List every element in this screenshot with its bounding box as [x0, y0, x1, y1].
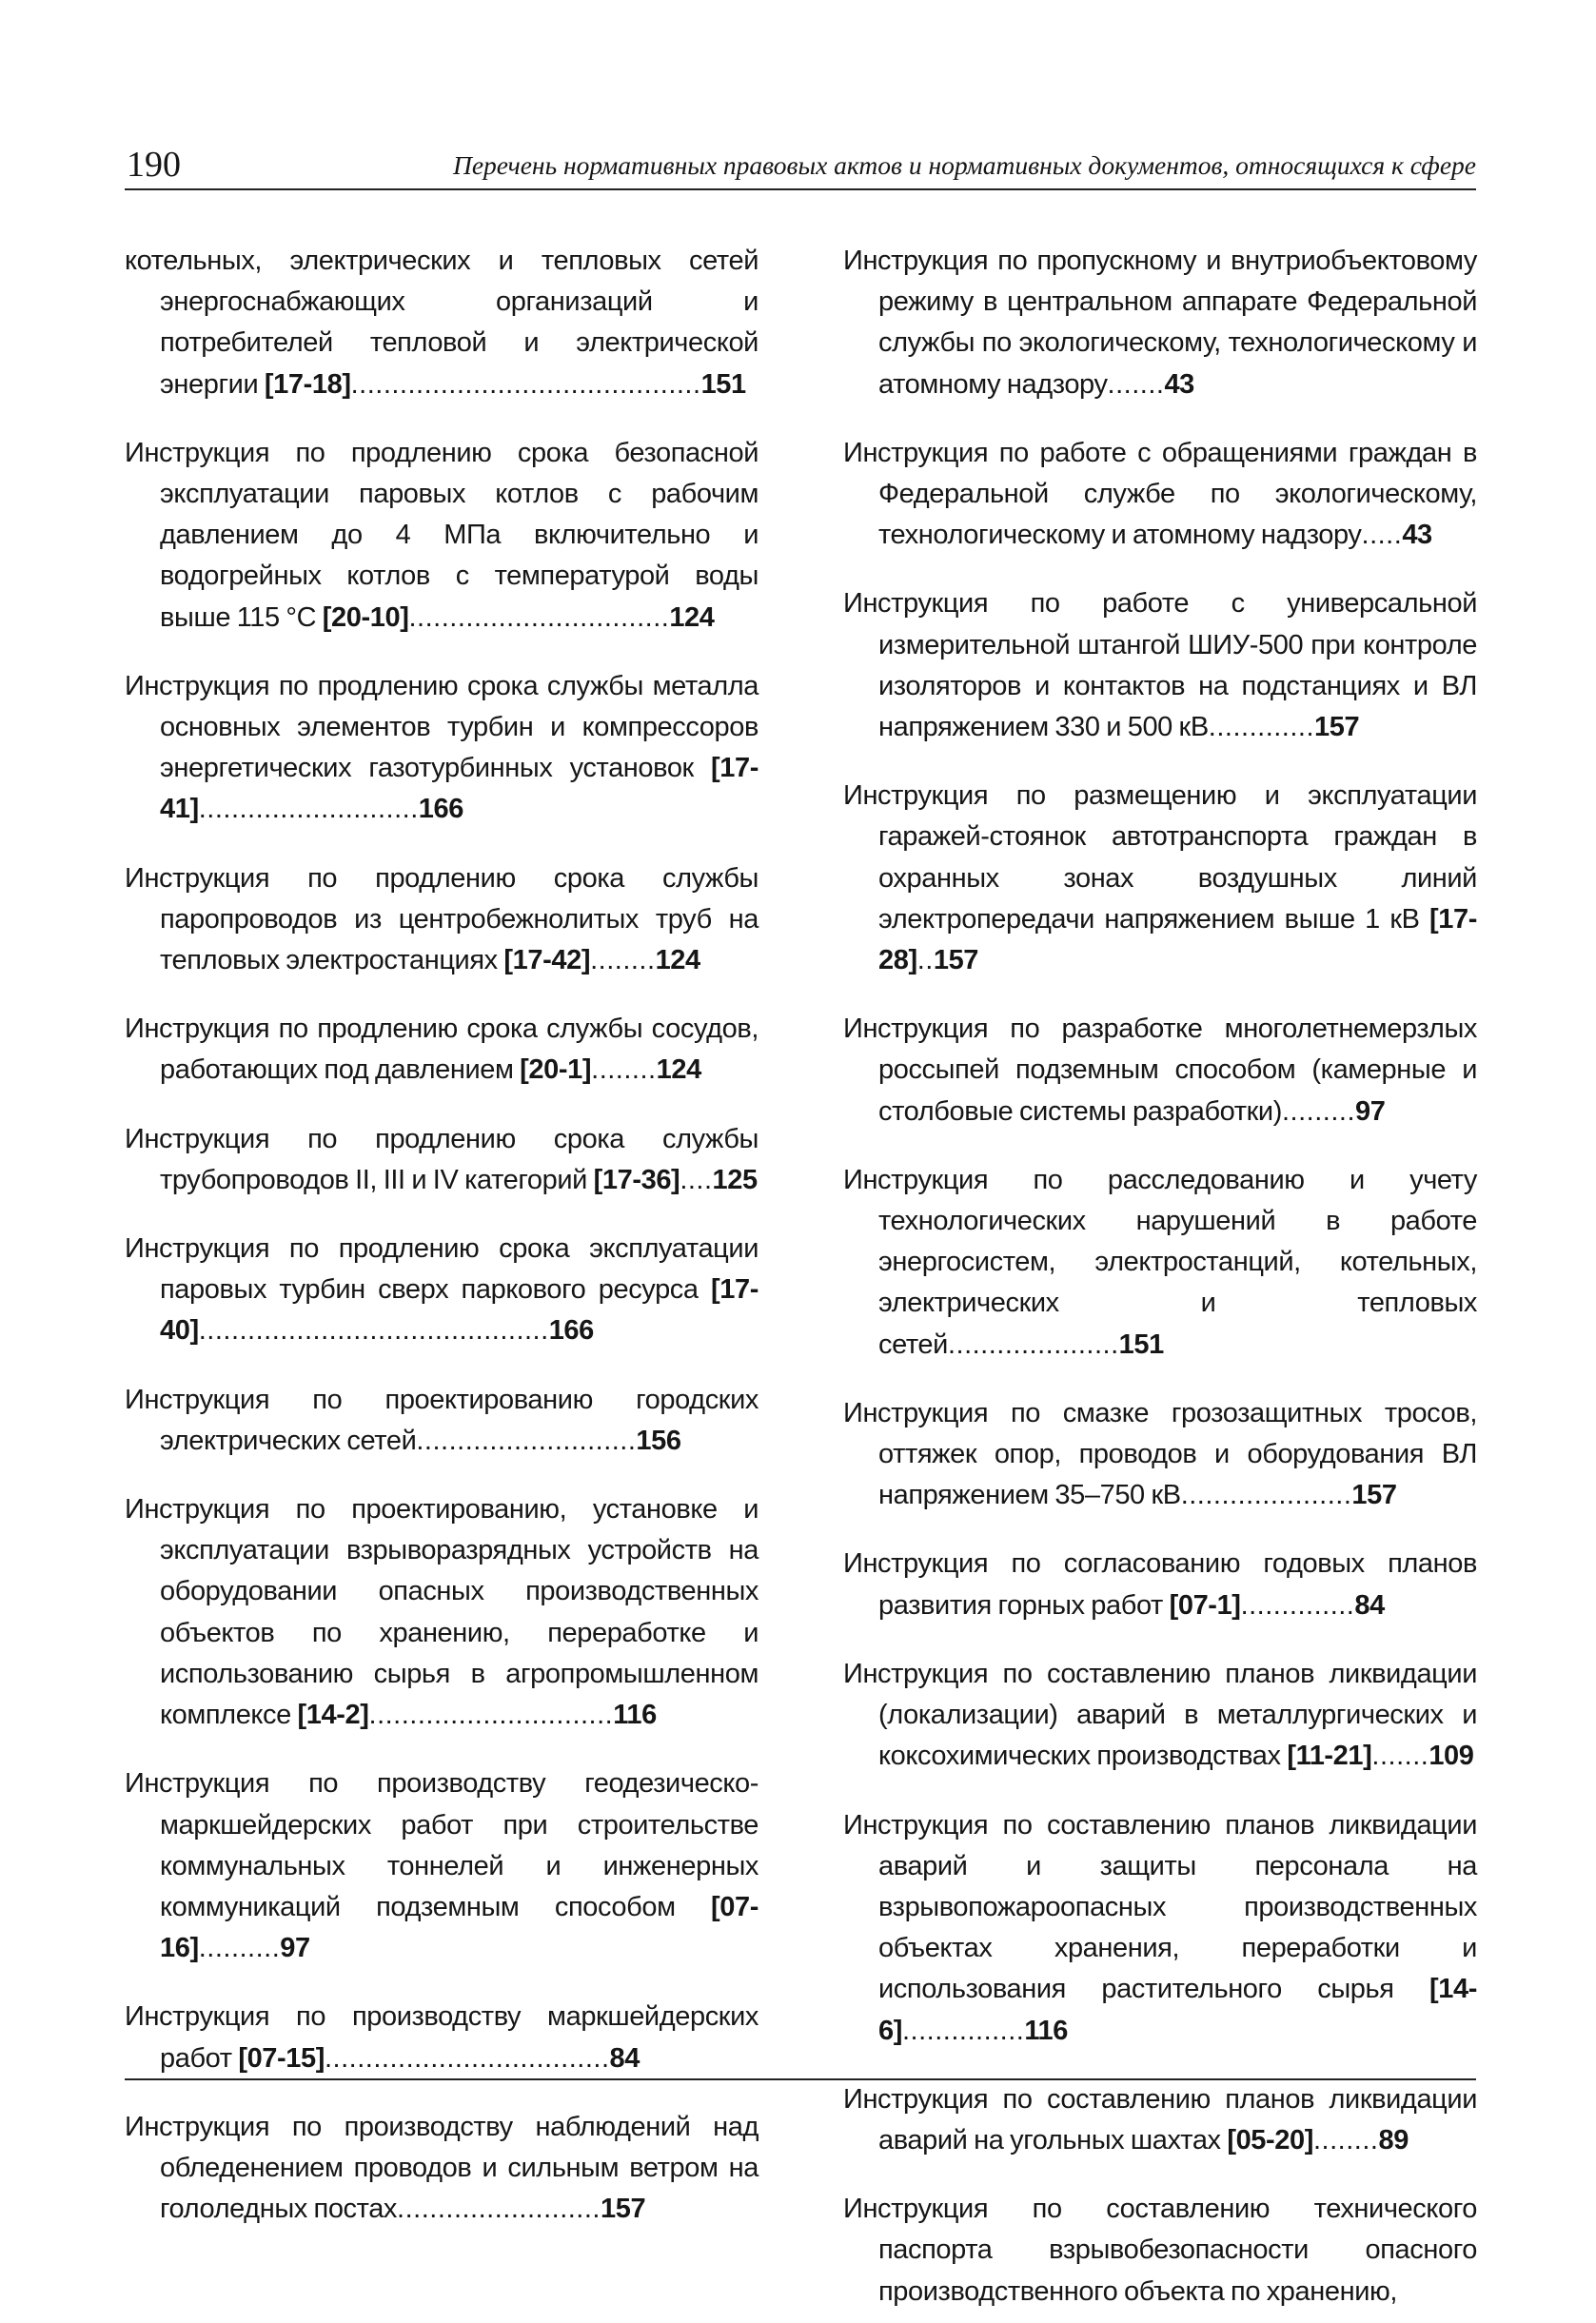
index-entry	[843, 1544, 1477, 1625]
index-entry	[843, 2079, 1477, 2161]
entry-text: Инструкция по составлению технического паспорта взрывобезопасности опасного производственного объекта по хранению,	[843, 2194, 1477, 2307]
running-title: Перечень нормативных правовых актов и нормативных документов, относящихся к сфере	[452, 150, 1476, 180]
footer-rule	[125, 2078, 1476, 2080]
entry-ref: [05-20]	[1227, 2124, 1313, 2156]
entry-text: Инструкция по продлению срока службы сосудов, работающих под давлением	[125, 1014, 759, 1086]
entry-ref: [17-18]	[264, 368, 351, 400]
entry-page: 116	[613, 1700, 657, 1731]
entry-ref: [20-10]	[322, 601, 409, 633]
page-header	[125, 143, 1476, 190]
entry-ref: [20-1]	[520, 1054, 592, 1086]
entry-page: 97	[280, 1933, 310, 1964]
index-entry	[843, 776, 1477, 981]
entry-page: 151	[1118, 1329, 1164, 1360]
entry-text: Инструкция по расследованию и учету технологических нарушений в работе энергосистем, электростанций, котельных, электрических и тепловых сетей	[843, 1164, 1477, 1360]
index-entry	[843, 2189, 1477, 2313]
leader-dots: .....................	[947, 1329, 1119, 1360]
leader-dots: .......	[1107, 368, 1165, 400]
leader-dots: .............	[1208, 712, 1315, 743]
entry-page: 156	[636, 1425, 681, 1456]
index-entry	[843, 1393, 1477, 1517]
entry-page: 89	[1378, 2124, 1409, 2156]
index-entry	[843, 241, 1477, 405]
leader-dots: ...................................	[325, 2042, 610, 2074]
index-entry	[843, 1805, 1477, 2052]
leader-dots: .....	[1361, 520, 1403, 551]
entry-text: Инструкция по производству маркшейдерских работ	[125, 2001, 759, 2074]
entry-text: Инструкция по составлению планов ликвидации (локализации) аварий в металлургических и коксохимических производствах	[843, 1658, 1477, 1772]
leader-dots: ..........	[198, 1933, 281, 1964]
index-entry	[125, 666, 759, 831]
leader-dots: ....	[680, 1164, 713, 1195]
entry-ref: [17-41]	[160, 753, 759, 825]
entry-text: Инструкция по согласованию годовых планов развития горных работ	[843, 1548, 1477, 1621]
index-entry	[843, 1160, 1477, 1366]
entry-page: 157	[1351, 1480, 1397, 1511]
leader-dots: ..	[916, 945, 934, 976]
index-entry	[125, 241, 759, 405]
entry-page: 116	[1024, 2015, 1068, 2046]
entry-text: Инструкция по работе с обращениями граждан в Федеральной службе по экологическому, технологическому и атомному надзору	[843, 437, 1477, 551]
entry-ref: [07-1]	[1169, 1589, 1241, 1621]
leader-dots: .....................	[1180, 1480, 1352, 1511]
entry-text: Инструкция по проектированию городских электрических сетей	[125, 1384, 759, 1456]
entry-ref: [11-21]	[1287, 1741, 1372, 1772]
entry-page: 125	[712, 1164, 758, 1195]
entry-page: 84	[1354, 1589, 1385, 1621]
entry-page: 43	[1402, 520, 1432, 551]
index-entry	[125, 1380, 759, 1462]
index-entry	[843, 1009, 1477, 1132]
index-entry	[125, 1119, 759, 1201]
entry-page: 84	[609, 2042, 640, 2074]
entry-page: 157	[600, 2194, 646, 2225]
right-column	[843, 213, 1477, 2323]
index-entry	[125, 1997, 759, 2078]
page-number: 190	[127, 145, 181, 185]
leader-dots: ...........................	[416, 1425, 637, 1456]
leader-dots: ...........................................	[350, 368, 701, 400]
entry-text: Инструкция по продлению срока безопасной эксплуатации паровых котлов с рабочим давлением до 4 МПа включительно и водогрейных котлов с температурой воды выше 115 °С	[125, 437, 759, 633]
index-entry	[125, 858, 759, 982]
leader-dots: ..............................	[368, 1700, 614, 1731]
index-entry	[125, 2107, 759, 2231]
index-entry	[125, 1489, 759, 1736]
index-entry	[843, 583, 1477, 748]
index-entry	[125, 1009, 759, 1091]
entry-page: 43	[1164, 368, 1194, 400]
entry-text: Инструкция по продлению срока службы металла основных элементов турбин и компрессоров энергетических газотурбинных установок	[125, 670, 759, 784]
left-column	[125, 213, 759, 2240]
entry-ref: [07-15]	[238, 2042, 325, 2074]
leader-dots: ........	[1313, 2124, 1379, 2156]
entry-page: 124	[656, 1054, 701, 1086]
entry-ref: [17-28]	[878, 903, 1477, 976]
entry-page: 97	[1355, 1095, 1386, 1127]
index-entry	[125, 433, 759, 639]
leader-dots: .........................	[397, 2194, 601, 2225]
index-entry	[125, 1763, 759, 1969]
entry-page: 157	[1314, 712, 1360, 743]
entry-text: Инструкция по проектированию, установке и эксплуатации взрыворазрядных устройств на оборудовании опасных производственных объектов по хранению, переработке и использованию сырья в агропромышленном комплексе	[125, 1494, 759, 1731]
leader-dots: ...............	[902, 2015, 1025, 2046]
entry-text: Инструкция по составлению планов ликвидации аварий и защиты персонала на взрывопожароопасных производственных объектах хранения, переработки и использования растительного сырья	[843, 1809, 1477, 2005]
leader-dots: ................................	[408, 601, 670, 633]
leader-dots: ...........................................	[198, 1315, 549, 1347]
leader-dots: ..............	[1240, 1589, 1355, 1621]
leader-dots: ........	[590, 945, 656, 976]
entry-ref: [14-6]	[878, 1974, 1477, 2046]
entry-page: 151	[700, 368, 746, 400]
entry-text: Инструкция по пропускному и внутриобъектовому режиму в центральном аппарате Федеральной службы по экологическому, технологическому и атомному надзору	[843, 246, 1477, 400]
leader-dots: .......	[1371, 1741, 1429, 1772]
entry-ref: [17-36]	[593, 1164, 680, 1195]
entry-ref: [17-42]	[503, 945, 591, 976]
index-entry	[125, 1229, 759, 1352]
entry-page: 124	[655, 945, 700, 976]
entry-page: 109	[1429, 1741, 1474, 1772]
entry-text: Инструкция по производству геодезическо-маркшейдерских работ при строительстве коммунальных тоннелей и инженерных коммуникаций подземным способом	[125, 1768, 759, 1922]
entry-text: Инструкция по работе с универсальной измерительной штангой ШИУ-500 при контроле изоляторов и контактов на подстанциях и ВЛ напряжением 330 и 500 кВ	[843, 588, 1477, 743]
leader-dots: .........	[1281, 1095, 1355, 1127]
index-entry	[843, 433, 1477, 557]
entry-text: Инструкция по размещению и эксплуатации гаражей-стоянок автотранспорта граждан в охранных зонах воздушных линий электропередачи напряжением выше 1 кВ	[843, 780, 1477, 935]
entry-text: Инструкция по составлению планов ликвидации аварий на угольных шахтах	[843, 2083, 1477, 2156]
leader-dots: ........	[591, 1054, 657, 1086]
entry-ref: [07-16]	[160, 1891, 759, 1964]
entry-ref: [17-40]	[160, 1274, 759, 1347]
entry-page: 124	[669, 601, 715, 633]
entry-page: 157	[933, 945, 979, 976]
entry-text: Инструкция по продлению срока службы трубопроводов II, III и IV категорий	[125, 1123, 759, 1195]
index-entry	[843, 1654, 1477, 1778]
entry-text: Инструкция по продлению срока службы паропроводов из центробежнолитых труб на тепловых электростанциях	[125, 862, 759, 976]
entry-text: Инструкция по производству наблюдений над обледенением проводов и сильным ветром на гололедных постах	[125, 2111, 759, 2225]
entry-text: Инструкция по продлению срока эксплуатации паровых турбин сверх паркового ресурса	[125, 1233, 759, 1306]
entry-page: 166	[418, 794, 463, 825]
entry-text: Инструкция по разработке многолетнемерзлых россыпей подземным способом (камерные и столбовые системы разработки)	[843, 1014, 1477, 1127]
entry-text: котельных, электрических и тепловых сетей энергоснабжающих организаций и потребителей тепловой и электрической энергии	[125, 246, 759, 400]
leader-dots: ...........................	[198, 794, 419, 825]
entry-page: 166	[548, 1315, 594, 1347]
entry-ref: [14-2]	[297, 1700, 369, 1731]
entry-text: Инструкция по смазке грозозащитных тросов, оттяжек опор, проводов и оборудования ВЛ напряжением 35–750 кВ	[843, 1397, 1477, 1511]
